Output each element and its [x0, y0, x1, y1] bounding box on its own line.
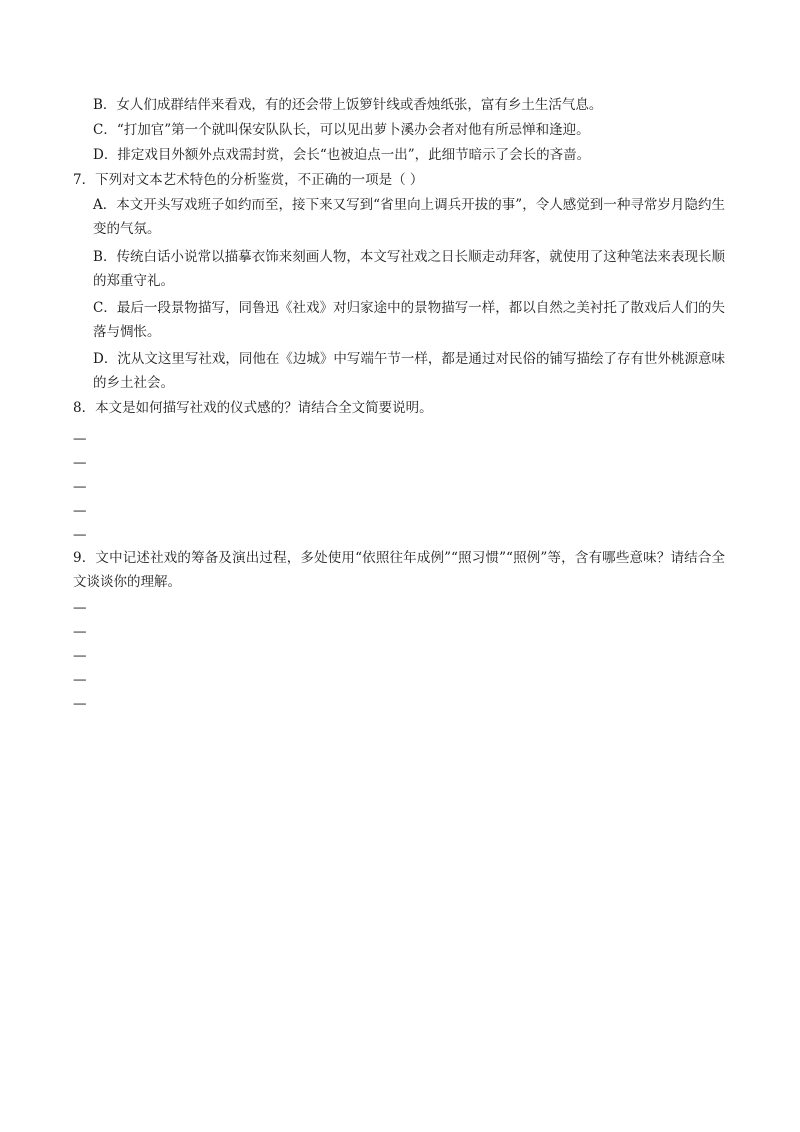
q6-option-c: C．“打加官”第一个就叫保安队队长，可以见出萝卜溪办会者对他有所忌惮和逢迎。 [93, 122, 590, 138]
q8-answer-line: — [73, 479, 87, 495]
q6-option-d: D．排定戏目外额外点戏需封赏，会长“也被迫点一出”，此细节暗示了会长的吝啬。 [93, 147, 591, 163]
q8-answer-line: — [73, 503, 87, 519]
q7-stem: 7．下列对文本艺术特色的分析鉴赏，不正确的一项是（ ） [73, 172, 424, 188]
q8-answer-line: — [73, 527, 87, 543]
q9-answer-line: — [73, 696, 87, 712]
q7-option-a: A．本文开头写戏班子如约而至，接下来又写到“省里向上调兵开拔的事”，令人感觉到一种寻常岁月隐约生变的气氛。 [93, 197, 725, 237]
q9-answer-line: — [73, 672, 87, 688]
q9-stem: 9．文中记述社戏的筹备及演出过程，多处使用“依照往年成例”“照习惯”“照例”等，含有哪些意味？请结合全文谈谈你的理解。 [73, 550, 725, 590]
q7-option-b: B．传统白话小说常以描摹衣饰来刻画人物，本文写社戏之日长顺走动拜客，就使用了这种笔法来表现长顺的郑重守礼。 [93, 249, 725, 289]
q8-answer-line: — [73, 431, 87, 447]
q6-option-b: B．女人们成群结伴来看戏，有的还会带上饭箩针线或香烛纸张，富有乡土生活气息。 [93, 97, 603, 113]
q7-option-c: C．最后一段景物描写，同鲁迅《社戏》对归家途中的景物描写一样，都以自然之美衬托了散戏后人们的失落与惆怅。 [93, 300, 725, 340]
q8-stem: 8．本文是如何描写社戏的仪式感的？请结合全文简要说明。 [73, 400, 433, 416]
q9-answer-line: — [73, 624, 87, 640]
q7-option-d: D．沈从文这里写社戏，同他在《边城》中写端午节一样，都是通过对民俗的铺写描绘了存有世外桃源意味的乡土社会。 [93, 351, 725, 391]
q9-answer-line: — [73, 648, 87, 664]
q9-answer-line: — [73, 600, 87, 616]
q8-answer-line: — [73, 455, 87, 471]
